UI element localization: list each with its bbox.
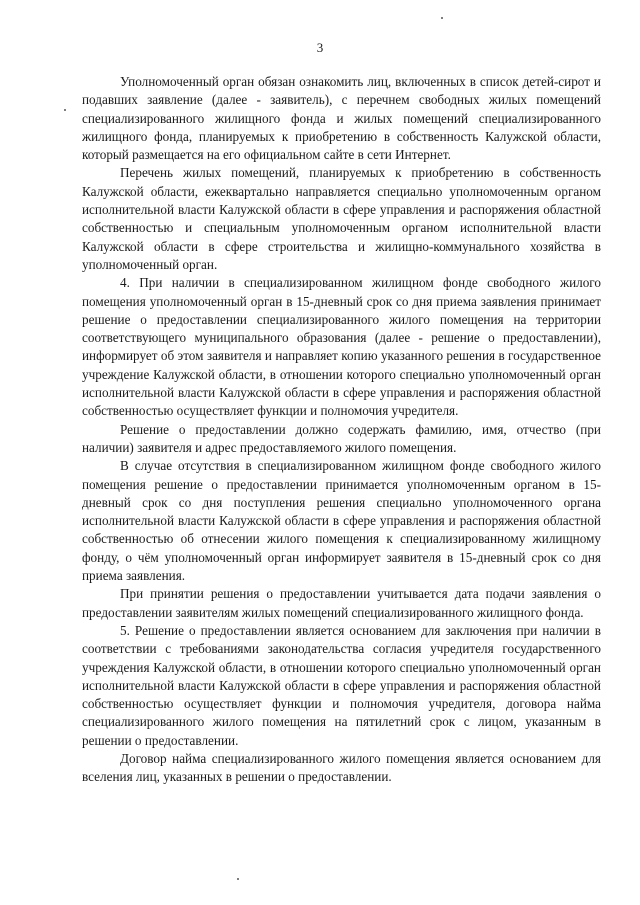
paragraph-3: 4. При наличии в специализированном жилищном фонде свободного жилого помещения уполномоченный орган в 15-дневный срок со дня приема заявления принимает решение о предоставлении специализированного жилого помещения на территории соответствующего муниципального образования (далее - решение о предоставлении), информирует об этом заявителя и направляет копию указанного решения в государственное учреждение Калужской области, в отношении которого специально уполномоченный орган исполнительной власти Калужской области в сфере управления и распоряжения областной собственностью осуществляет функции и полномочия учредителя. [82, 275, 601, 419]
scan-speck [64, 109, 66, 111]
paragraph-2: Перечень жилых помещений, планируемых к приобретению в собственность Калужской области, ежеквартально направляется специально уполномоченным органом исполнительной власти Калужской области в сфере управления и распоряжения областной собственностью и специальным уполномоченным органом исполнительной власти Калужской области в сфере строительства и жилищно-коммунального хозяйства в уполномоченный орган. [82, 165, 601, 272]
scan-speck [237, 878, 239, 880]
paragraph-1: Уполномоченный орган обязан ознакомить лиц, включенных в список детей-сирот и подавших заявление (далее - заявитель), с перечнем свободных жилых помещений специализированного жилищного фонда и жилых помещений специализированного жилищного фонда, планируемых к приобретению в собственность Калужской области, который размещается на его официальном сайте в сети Интернет. [82, 74, 601, 163]
document-body [82, 73, 601, 787]
page-number: 3 [316, 40, 324, 55]
paragraph-7: 5. Решение о предоставлении является основанием для заключения при наличии в соответствии с требованиями законодательства согласия учредителя государственного учреждения Калужской области, в отношении которого специально уполномоченный орган исполнительной власти Калужской области в сфере управления и распоряжения областной собственностью осуществляет функции и полномочия учредителя, договора найма специализированного жилого помещения на пятилетний срок с лицом, указанным в решении о предоставлении. [82, 622, 601, 748]
paragraph-8: Договор найма специализированного жилого помещения является основанием для вселения лиц, указанных в решении о предоставлении. [82, 750, 601, 785]
scan-speck [441, 17, 443, 19]
paragraph-4: Решение о предоставлении должно содержать фамилию, имя, отчество (при наличии) заявителя и адрес предоставляемого жилого помещения. [82, 421, 601, 455]
paragraph-6: При принятии решения о предоставлении учитывается дата подачи заявления о предоставлении заявителям жилых помещений специализированного жилищного фонда. [82, 586, 601, 620]
paragraph-5: В случае отсутствия в специализированном жилищном фонде свободного жилого помещения решение о предоставлении принимается уполномоченным органом в 15-дневный срок со дня поступления решения специально уполномоченного органа исполнительной власти Калужской области в сфере управления и распоряжения областной собственностью об отнесении жилого помещения к специализированному жилищному фонду, о чём уполномоченный орган информирует заявителя в 15-дневный срок со дня приема заявления. [82, 458, 601, 584]
